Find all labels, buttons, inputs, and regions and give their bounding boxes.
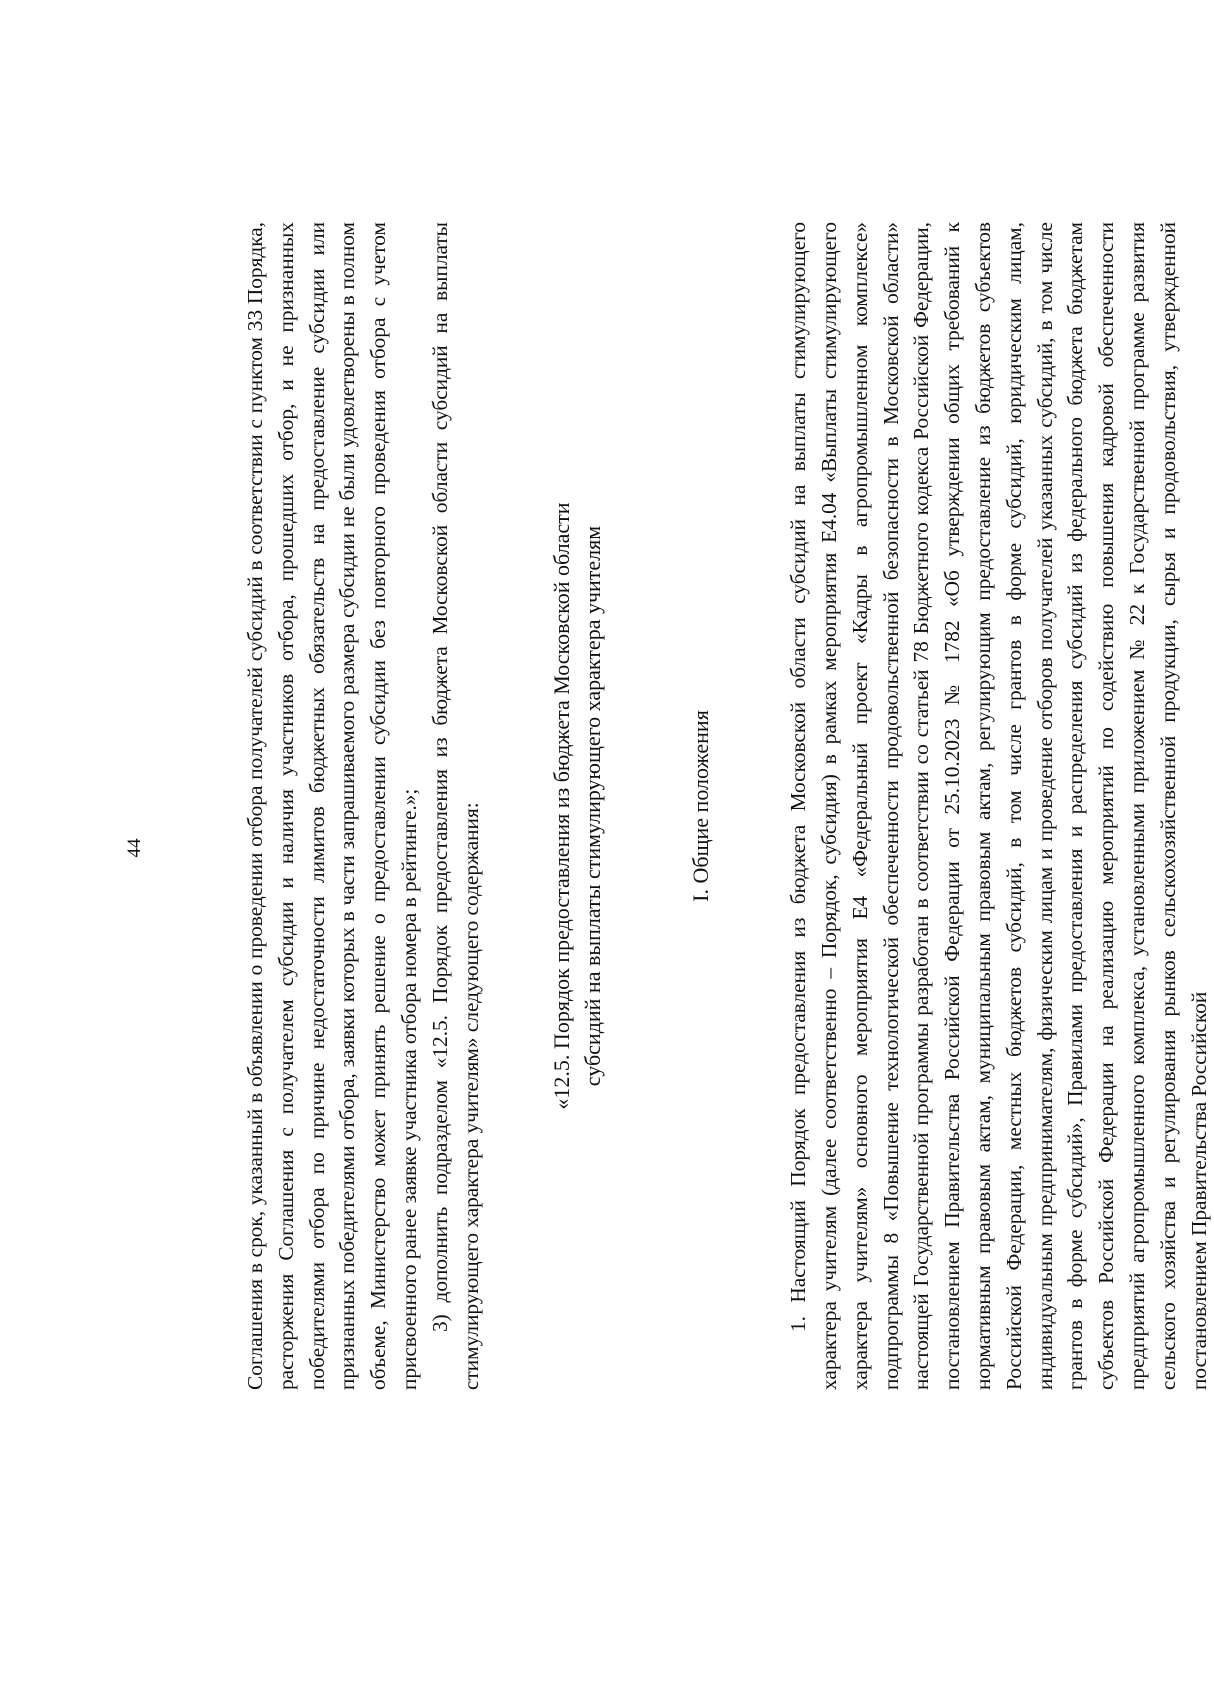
paragraph-continuation: Соглашения в срок, указанный в объявлении о проведении отбора получателей субсидий в соответствии с пунктом 33 Порядка, расторжения Соглашения с получателем субсидии и наличия участников отбора, прошедших отбор, и не признанных победителями отбора по причине недостаточности лимитов бюджетных обязательств на предоставление субсидии или признанных победителями отбора, заявки которых в части запрашиваемого размера субсидии не были удовлетворены в полном объеме, Министерство может принять решение о предоставлении субсидии без повторного проведения отбора с учетом присвоенного ранее заявке участника отбора номера в рейтинге.»; — [243, 222, 421, 1390]
paragraph-amendment: 3) дополнить подразделом «12.5. Порядок предоставления из бюджета Московской области субсидий на выплаты стимулирующего характера учителям» следующего содержания: — [427, 222, 483, 1390]
subsection-caption-line-2: субсидий на выплаты стимулирующего характера учителям — [580, 525, 606, 1087]
section-title: I. Общие положения — [688, 710, 714, 902]
rotated-content — [100, 128, 1211, 1568]
document-body — [240, 222, 1214, 1390]
page-number: 44 — [124, 838, 145, 858]
paragraph-general-provisions: 1. Настоящий Порядок предоставления из бюджета Московской области субсидий на выплаты стимулирующего характера учителям (далее соответственно – Порядок, субсидия) в рамках мероприятия Е4.04 «Выплаты стимулирующего характера учителям» основного мероприятия Е4 «Федеральный проект «Кадры в агропромышленном комплексе» подпрограммы 8 «Повышение технологической обеспеченности продовольственной безопасности в Московской области» настоящей Государственной программы разработан в соответствии со статьей 78 Бюджетного кодекса Российской Федерации, постановлением Правительства Российской Федерации от 25.10.2023 № 1782 «Об утверждении общих требований к нормативным правовым актам, муниципальным правовым актам, регулирующим предоставление из бюджетов субъектов Российской Федерации, местных бюджетов субсидий, в том числе грантов в форме субсидий, юридическим лицам, индивидуальным предпринимателям, физическим лицам и проведение отборов получателей указанных субсидий, в том числе грантов в форме субсидий», Правилами предоставления и распределения субсидий из федерального бюджета бюджетам субъектов Российской Федерации на реализацию мероприятий по содействию повышения кадровой обеспеченности предприятий агропромышленного комплекса, установленными приложением № 22 к Государственной программе развития сельского хозяйства и регулирования рынков сельскохозяйственной продукции, сырья и продовольствия, утвержденной постановлением Правительства Российской — [786, 222, 1211, 1390]
subsection-caption-line-1: «12.5. Порядок предоставления из бюджета Московской области — [549, 502, 575, 1110]
subsection-caption — [546, 222, 608, 1390]
